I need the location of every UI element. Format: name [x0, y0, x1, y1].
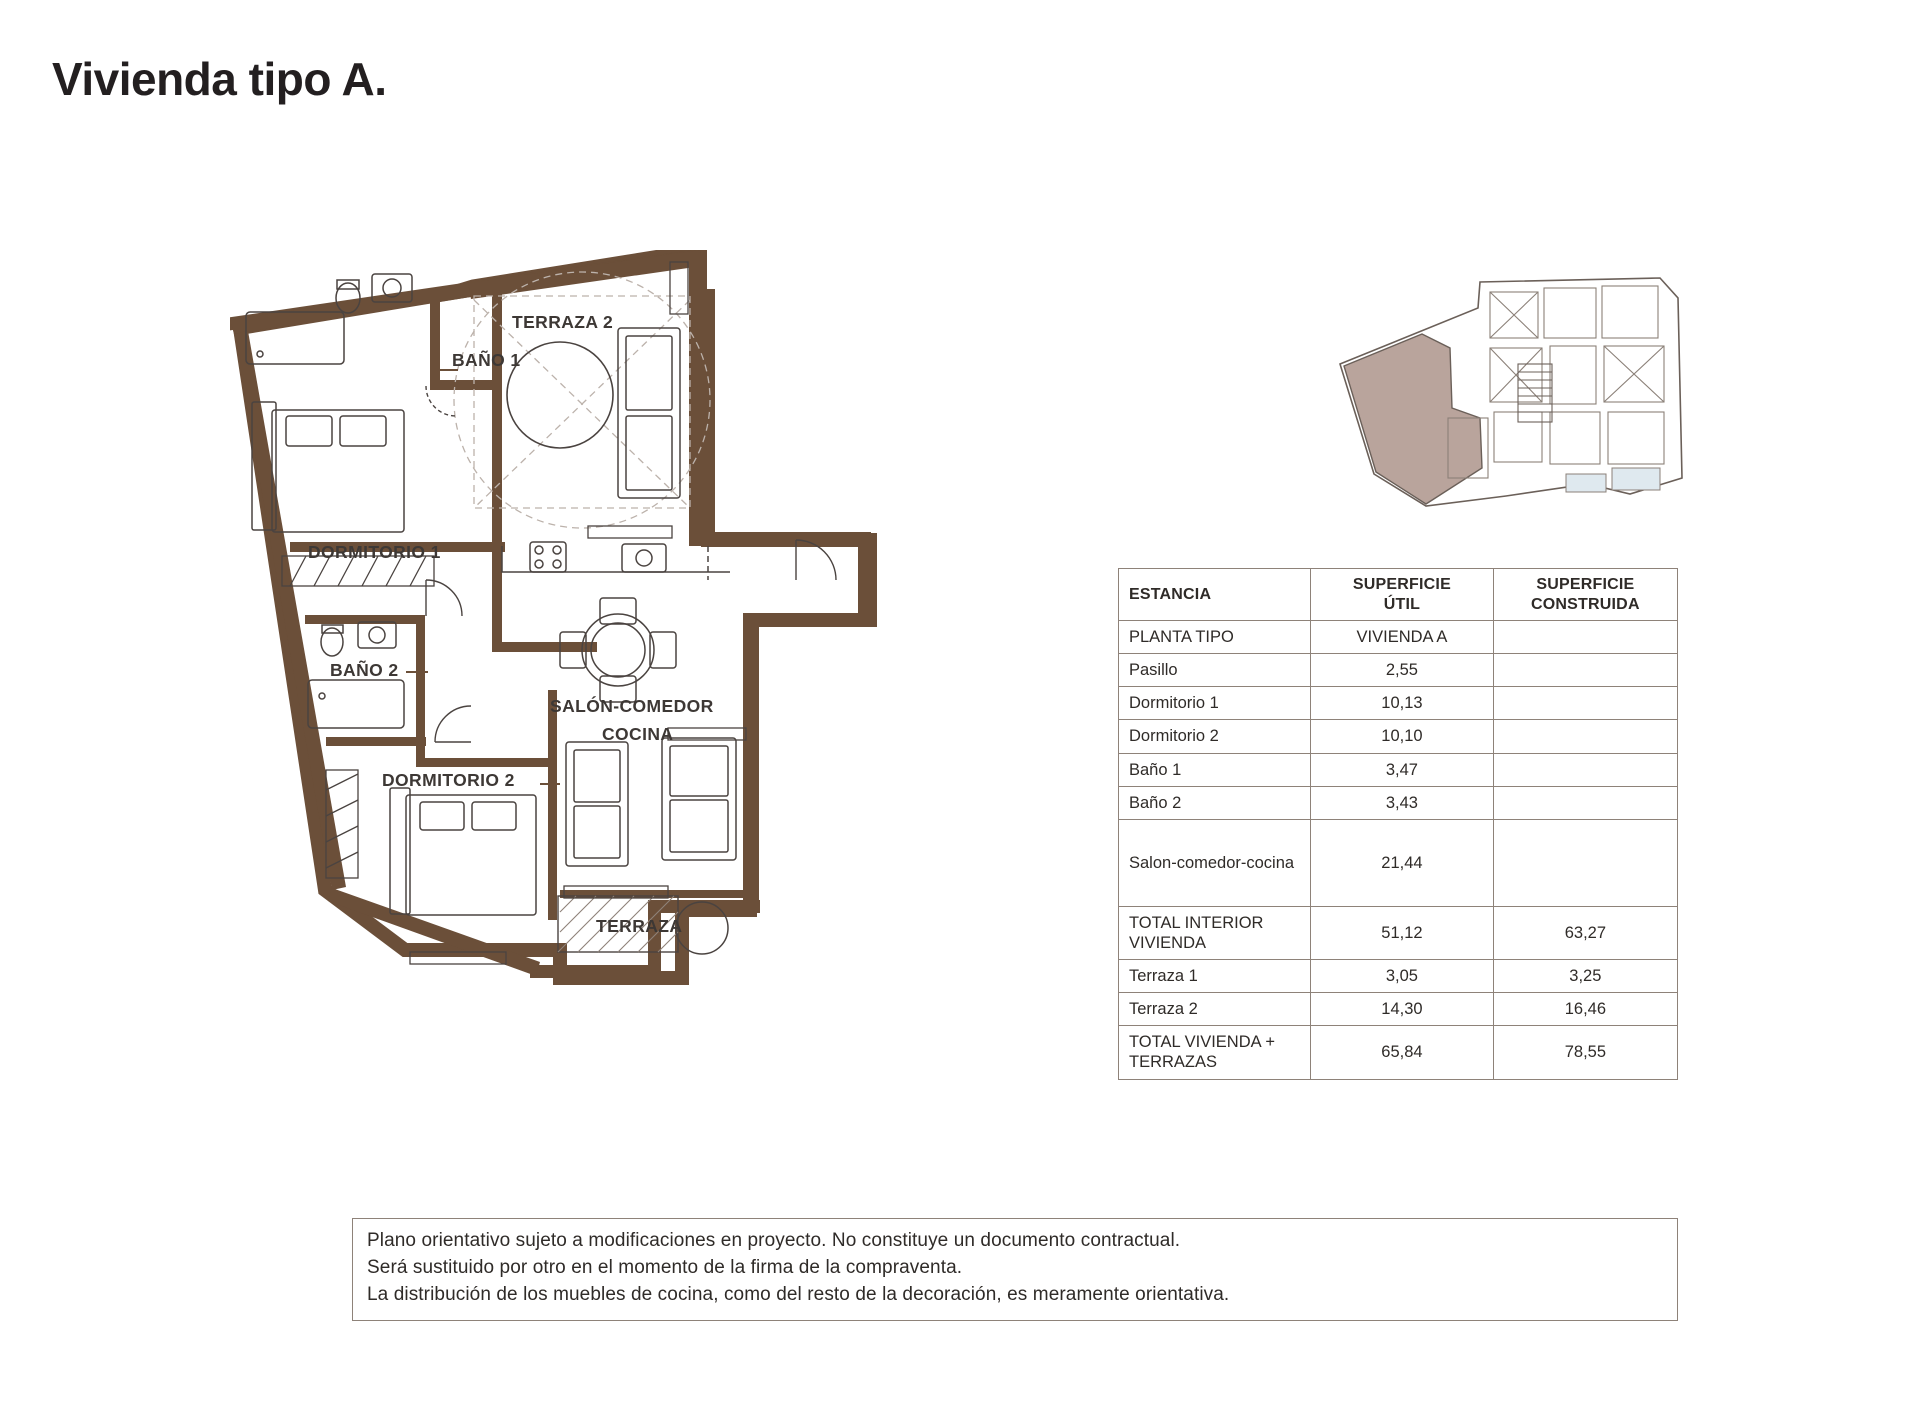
room-label-terraza1: TERRAZA [596, 916, 683, 936]
disclaimer-line-1: Plano orientativo sujeto a modificaciones en proyecto. No constituye un documento contractual. [367, 1230, 1181, 1251]
header-util-line2: ÚTIL [1383, 595, 1421, 613]
room-label-dormitorio1: DORMITORIO 1 [308, 542, 441, 562]
row-construida [1493, 687, 1677, 720]
subheader-empty [1493, 621, 1677, 654]
salon-sofa [566, 738, 736, 866]
row-label: Baño 1 [1119, 753, 1311, 786]
header-construida-line2: CONSTRUIDA [1531, 595, 1640, 613]
room-label-dormitorio2: DORMITORIO 2 [382, 770, 515, 790]
table-subheader-row [1119, 621, 1678, 654]
row-construida [1493, 753, 1677, 786]
dormitorio2-bed [390, 788, 536, 915]
table-row-total-interior [1119, 906, 1678, 959]
row-util: 10,10 [1311, 720, 1494, 753]
row-label: Baño 2 [1119, 786, 1311, 819]
row-util: 3,05 [1311, 960, 1494, 993]
row-construida: 78,55 [1493, 1026, 1677, 1079]
room-label-terraza2: TERRAZA 2 [512, 312, 614, 332]
subheader-vivienda: VIVIENDA A [1311, 621, 1494, 654]
key-plan [1330, 268, 1690, 568]
header-util-line1: SUPERFICIE [1352, 576, 1451, 593]
table-row [1119, 819, 1678, 906]
room-label-cocina: COCINA [602, 724, 674, 744]
table-row [1119, 960, 1678, 993]
row-util: 21,44 [1311, 819, 1494, 906]
kitchen-counter [502, 542, 730, 580]
row-label: TOTAL INTERIOR VIVIENDA [1119, 906, 1311, 959]
row-construida [1493, 720, 1677, 753]
table-row [1119, 993, 1678, 1026]
room-label-bano2: BAÑO 2 [330, 660, 399, 680]
interior-walls [290, 290, 750, 920]
page-title: Vivienda tipo A. [52, 53, 387, 105]
row-label: Salon-comedor-cocina [1119, 819, 1311, 906]
row-construida: 63,27 [1493, 906, 1677, 959]
header-construida-line1: SUPERFICIE [1536, 576, 1635, 593]
table-row [1119, 687, 1678, 720]
header-superficie-util [1311, 569, 1494, 621]
row-construida [1493, 786, 1677, 819]
row-label: Dormitorio 1 [1119, 687, 1311, 720]
row-util: 3,43 [1311, 786, 1494, 819]
row-util: 65,84 [1311, 1026, 1494, 1079]
row-util: 3,47 [1311, 753, 1494, 786]
floor-plan-drawing [230, 250, 1100, 1010]
disclaimer-box [352, 1218, 1678, 1321]
table-row-total-vivienda [1119, 1026, 1678, 1079]
row-util: 10,13 [1311, 687, 1494, 720]
floor-plan [230, 250, 1100, 1010]
table-row [1119, 753, 1678, 786]
key-plan-drawing [1330, 268, 1690, 568]
row-construida: 16,46 [1493, 993, 1677, 1026]
row-construida [1493, 654, 1677, 687]
row-label: TOTAL VIVIENDA + TERRAZAS [1119, 1026, 1311, 1079]
subheader-planta-tipo: PLANTA TIPO [1119, 621, 1311, 654]
row-label: Pasillo [1119, 654, 1311, 687]
row-label: Dormitorio 2 [1119, 720, 1311, 753]
room-label-bano1: BAÑO 1 [452, 350, 521, 370]
terraza2-sofa [618, 328, 680, 498]
table-row [1119, 720, 1678, 753]
row-label: Terraza 2 [1119, 993, 1311, 1026]
label-leaders [406, 370, 560, 784]
row-label: Terraza 1 [1119, 960, 1311, 993]
disclaimer-line-2: Será sustituido por otro en el momento de la firma de la compraventa. [367, 1256, 963, 1278]
row-construida: 3,25 [1493, 960, 1677, 993]
table-header-row [1119, 569, 1678, 621]
row-util: 51,12 [1311, 906, 1494, 959]
row-construida [1493, 819, 1677, 906]
doors [426, 386, 836, 742]
row-util: 14,30 [1311, 993, 1494, 1026]
table-row [1119, 654, 1678, 687]
areas-table [1118, 568, 1678, 1080]
row-util: 2,55 [1311, 654, 1494, 687]
room-label-salon-comedor: SALÓN-COMEDOR [550, 696, 714, 716]
table-row [1119, 786, 1678, 819]
header-superficie-construida [1493, 569, 1677, 621]
disclaimer-line-3: La distribución de los muebles de cocina, como del resto de la decoración, es meramente orientativa. [367, 1283, 1230, 1305]
header-estancia: ESTANCIA [1119, 569, 1311, 621]
